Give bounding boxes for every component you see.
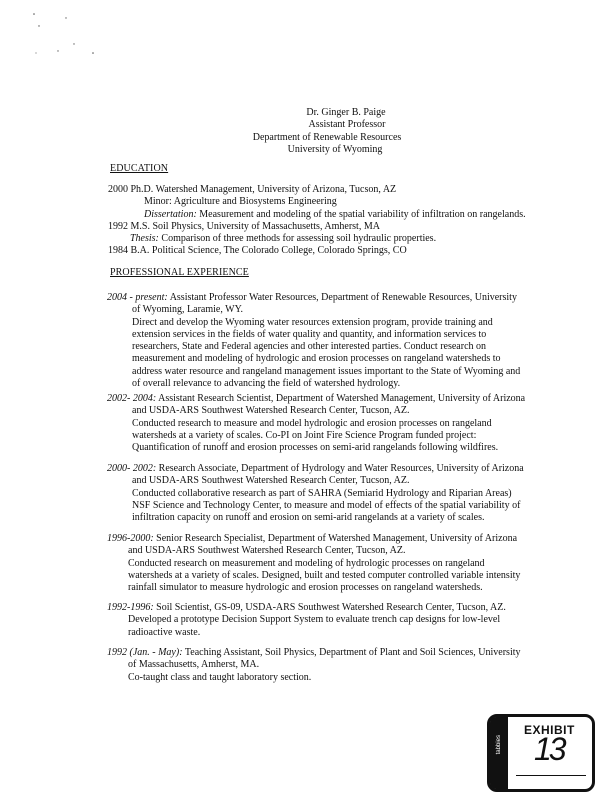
job-entry: 2004 - present: Assistant Professor Water Resources, Department of Renewable Resources, University of Wyoming, Laramie, WY. Direct and develop the Wyoming water resources extension program, provide training and extension services in the fields of water quality and quantity, and information services to researchers, State and Federal agencies and other interested parties. Conduct research on measurement and modeling of hydrologic and erosion processes on rangeland watersheds to address water resource and rangeland management issues important to the State of Wyoming and of overall relevance to advancing the field of watershed hydrology. — [107, 292, 521, 390]
experience-heading: PROFESSIONAL EXPERIENCE — [110, 267, 249, 278]
education-line: 2000 Ph.D. Watershed Management, University of Arizona, Tucson, AZ — [108, 184, 397, 195]
education-line: Minor: Agriculture and Biosystems Engineering — [144, 196, 337, 208]
education-section — [108, 184, 593, 258]
education-line: Thesis: Comparison of three methods for assessing soil hydraulic properties. — [130, 233, 437, 245]
education-heading: EDUCATION — [110, 163, 169, 174]
job-dates: 2000- 2002: — [107, 463, 157, 474]
education-line: Dissertation: Measurement and modeling of the spatial variability of infiltration on rangelands. — [144, 208, 526, 220]
exhibit-label: EXHIBIT — [524, 723, 575, 737]
job-entry: 1992 (Jan. - May): Teaching Assistant, Soil Physics, Department of Plant and Soil Sciences, University of Massachusetts, Amherst, MA. Co-taught class and taught laboratory section. — [107, 647, 521, 683]
job-dates: 2004 - present: — [107, 292, 168, 303]
scan-specks — [0, 0, 120, 70]
university: University of Wyoming — [287, 143, 383, 155]
education-line: 1984 B.A. Political Science, The Colorado College, Colorado Springs, CO — [108, 245, 407, 257]
sticker-side-bar — [490, 717, 508, 789]
job-dates: 1996-2000: — [107, 533, 154, 544]
person-name: Dr. Ginger B. Paige — [306, 107, 386, 118]
education-line: 1992 M.S. Soil Physics, University of Massachusetts, Amherst, MA — [108, 220, 380, 232]
job-entry: 2002- 2004: Assistant Research Scientist, Department of Watershed Management, University of Arizona and USDA-ARS Southwest Watershed Research Center, Tucson, AZ. Conducted research to measure and model hydrologic and erosion processes on rangeland watersheds at a variety of scales. Co-PI on Joint Fire Science Program funded project: Quantification of runoff and erosion processes on semi-arid rangelands following wildfires. — [107, 393, 526, 454]
exhibit-number: 13 — [534, 731, 564, 767]
job-entry: 1992-1996: Soil Scientist, GS-09, USDA-ARS Southwest Watershed Research Center, Tucson, AZ. Developed a prototype Decision Support System to evaluate trench cap designs for low-level radioactive waste. — [107, 602, 506, 638]
exhibit-sticker — [487, 714, 595, 792]
sticker-vendor: tabbies — [496, 735, 502, 755]
job-title: Assistant Professor — [308, 119, 386, 131]
job-dates: 2002- 2004: — [107, 393, 157, 404]
department: Department of Renewable Resources — [252, 131, 402, 143]
exhibit-underline — [516, 775, 586, 776]
resume-header — [0, 107, 612, 156]
job-dates: 1992-1996: — [107, 602, 154, 613]
job-entry: 2000- 2002: Research Associate, Department of Hydrology and Water Resources, University of Arizona and USDA-ARS Southwest Watershed Research Center, Tucson, AZ. Conducted collaborative research as part of SAHRA (Semiarid Hydrology and Riparian Areas) NSF Science and Technology Center, to measure and model of effects of the spatial variability of infiltration capacity on runoff and erosion on semi-arid rangelands at a variety of scales. — [107, 463, 524, 524]
job-entry: 1996-2000: Senior Research Specialist, Department of Watershed Management, University of Arizona and USDA-ARS Southwest Watershed Research Center, Tucson, AZ. Conducted research on measurement and modeling of hydrologic processes on rangeland watersheds at a variety of scales. Designed, built and tested computer controlled variable intensity rainfall simulator to measure hydrologic and erosion processes on rangeland watersheds. — [107, 533, 521, 594]
job-dates: 1992 (Jan. - May): — [107, 647, 183, 658]
